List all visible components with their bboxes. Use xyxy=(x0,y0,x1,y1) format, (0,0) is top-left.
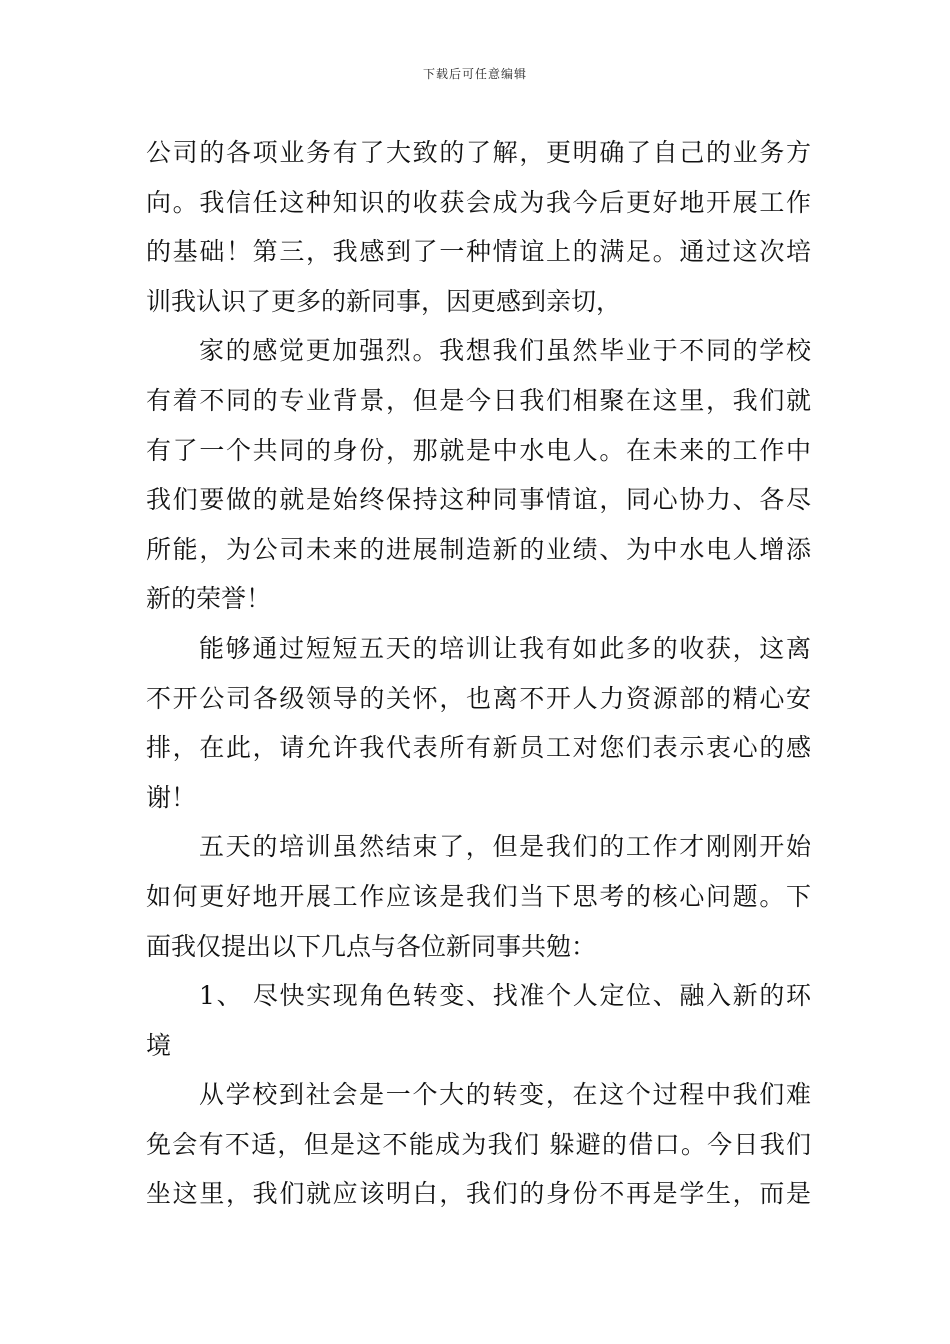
text-line: 所能，为公司未来的进展制造新的业绩、为中水电人增添 xyxy=(146,534,811,564)
text-line: 向。我信任这种知识的收获会成为我今后更好地开展工作 xyxy=(146,187,811,217)
text-line: 谢！ xyxy=(146,782,197,812)
paragraph-first-line: 能够通过短短五天的培训让我有如此多的收获，这离 xyxy=(199,633,811,663)
text-line: 有着不同的专业背景，但是今日我们相聚在这里，我们就 xyxy=(146,385,811,415)
text-line: 有了一个共同的身份，那就是中水电人。在未来的工作中 xyxy=(146,435,811,465)
text-line: 排，在此，请允许我代表所有新员工对您们表示衷心的感 xyxy=(146,733,811,763)
text-line: 训我认识了更多的新同事，因更感到亲切， xyxy=(146,286,622,316)
text-line: 的基础！第三，我感到了一种情谊上的满足。通过这次培 xyxy=(146,237,811,267)
text-line: 坐这里，我们就应该明白，我们的身份不再是学生，而是 xyxy=(146,1179,811,1209)
text-line: 免会有不适，但是这不能成为我们 躲避的借口。今日我们 xyxy=(146,1129,811,1159)
paragraph-first-line: 从学校到社会是一个大的转变，在这个过程中我们难 xyxy=(199,1080,811,1110)
text-line: 公司的各项业务有了大致的了解，更明确了自己的业务方 xyxy=(146,138,811,167)
text-line: 如何更好地开展工作应该是我们当下思考的核心问题。下 xyxy=(146,881,811,911)
text-line: 不开公司各级领导的关怀，也离不开人力资源部的精心安 xyxy=(146,683,811,713)
document-body xyxy=(146,128,811,1219)
numbered-item-line: 1、 尽快实现角色转变、找准个人定位、融入新的环 xyxy=(199,981,811,1011)
text-line: 面我仅提出以下几点与各位新同事共勉： xyxy=(146,931,597,961)
page-header: 下载后可任意编辑 xyxy=(422,67,527,81)
text-line: 境 xyxy=(146,1030,172,1060)
text-line: 我们要做的就是始终保持这种同事情谊，同心协力、各尽 xyxy=(146,485,811,515)
paragraph-first-line: 五天的培训虽然结束了，但是我们的工作才刚刚开始 xyxy=(199,832,811,862)
text-line: 新的荣誉！ xyxy=(146,584,272,614)
paragraph-first-line: 家的感觉更加强烈。我想我们虽然毕业于不同的学校 xyxy=(199,336,811,366)
